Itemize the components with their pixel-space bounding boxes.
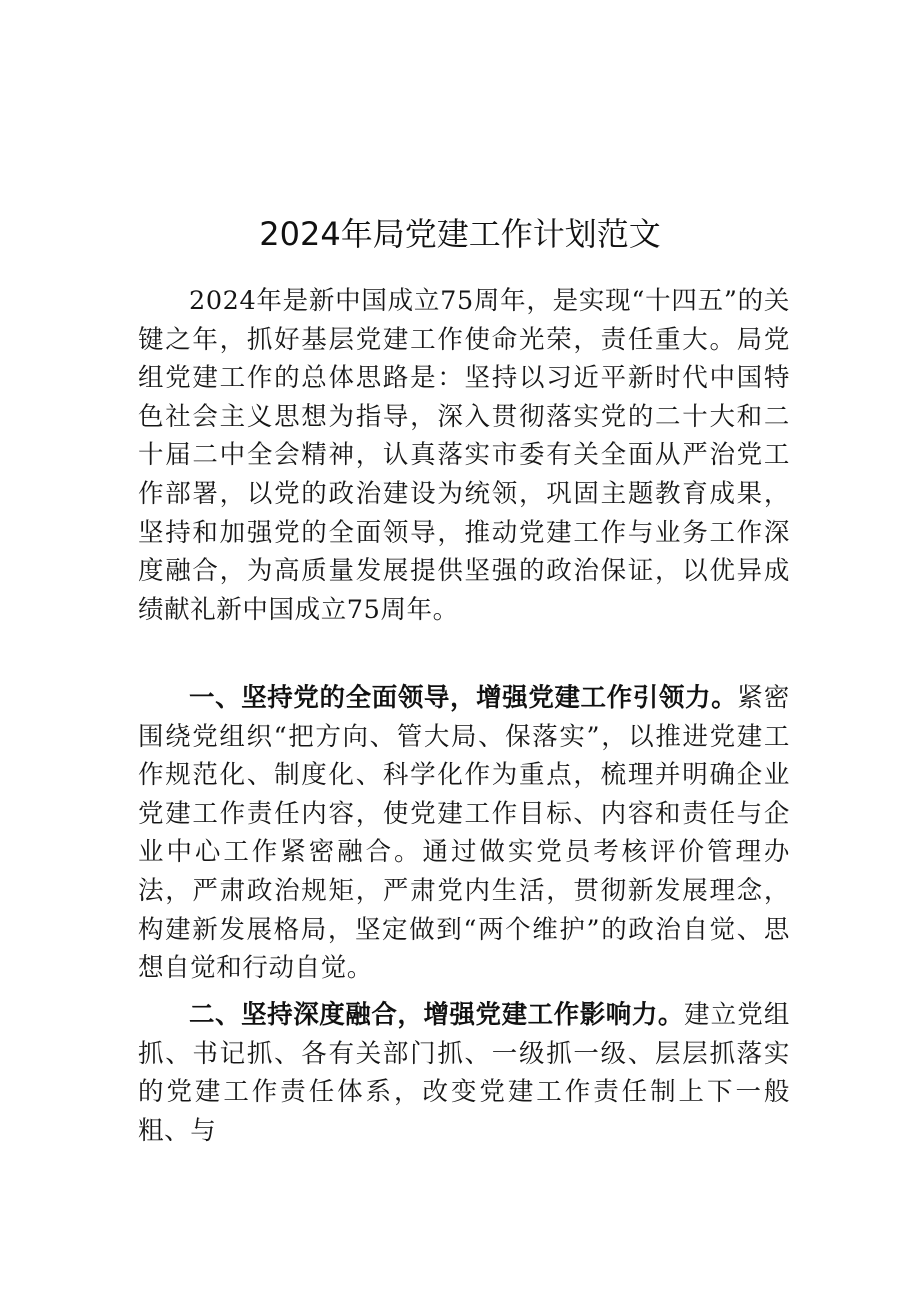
paragraph-body: 建立党组抓、书记抓、各有关部门抓、一级抓一级、层层抓落实的党建工作责任体系，改变党建工作责任制上下一般粗、与: [138, 1000, 790, 1146]
paragraph-section-1: [138, 679, 790, 988]
paragraph-body: 2024年是新中国成立75周年，是实现“十四五”的关键之年，抓好基层党建工作使命光荣，责任重大。局党组党建工作的总体思路是：坚持以习近平新时代中国特色社会主义思想为指导，深入贯彻落实党的二十大和二十届二中全会精神，认真落实市委有关全面从严治党工作部署，以党的政治建设为统领，巩固主题教育成果，坚持和加强党的全面领导，推动党建工作与业务工作深度融合，为高质量发展提供坚强的政治保证，以优异成绩献礼新中国成立75周年。: [138, 286, 790, 625]
paragraph-section-2: [138, 996, 790, 1150]
section-heading: 一、坚持党的全面领导，增强党建工作引领力。: [189, 683, 738, 713]
document-title: 2024年局党建工作计划范文: [259, 215, 661, 253]
section-heading: 二、坚持深度融合，增强党建工作影响力。: [189, 1000, 684, 1030]
paragraph-body: 紧密围绕党组织“把方向、管大局、保落实”，以推进党建工作规范化、制度化、科学化作为重点，梳理并明确企业党建工作责任内容，使党建工作目标、内容和责任与企业中心工作紧密融合。通过做实党员考核评价管理办法，严肃政治规矩，严肃党内生活，贯彻新发展理念，构建新发展格局，坚定做到“两个维护”的政治自觉、思想自觉和行动自觉。: [138, 683, 790, 984]
paragraph-intro: [138, 282, 790, 629]
